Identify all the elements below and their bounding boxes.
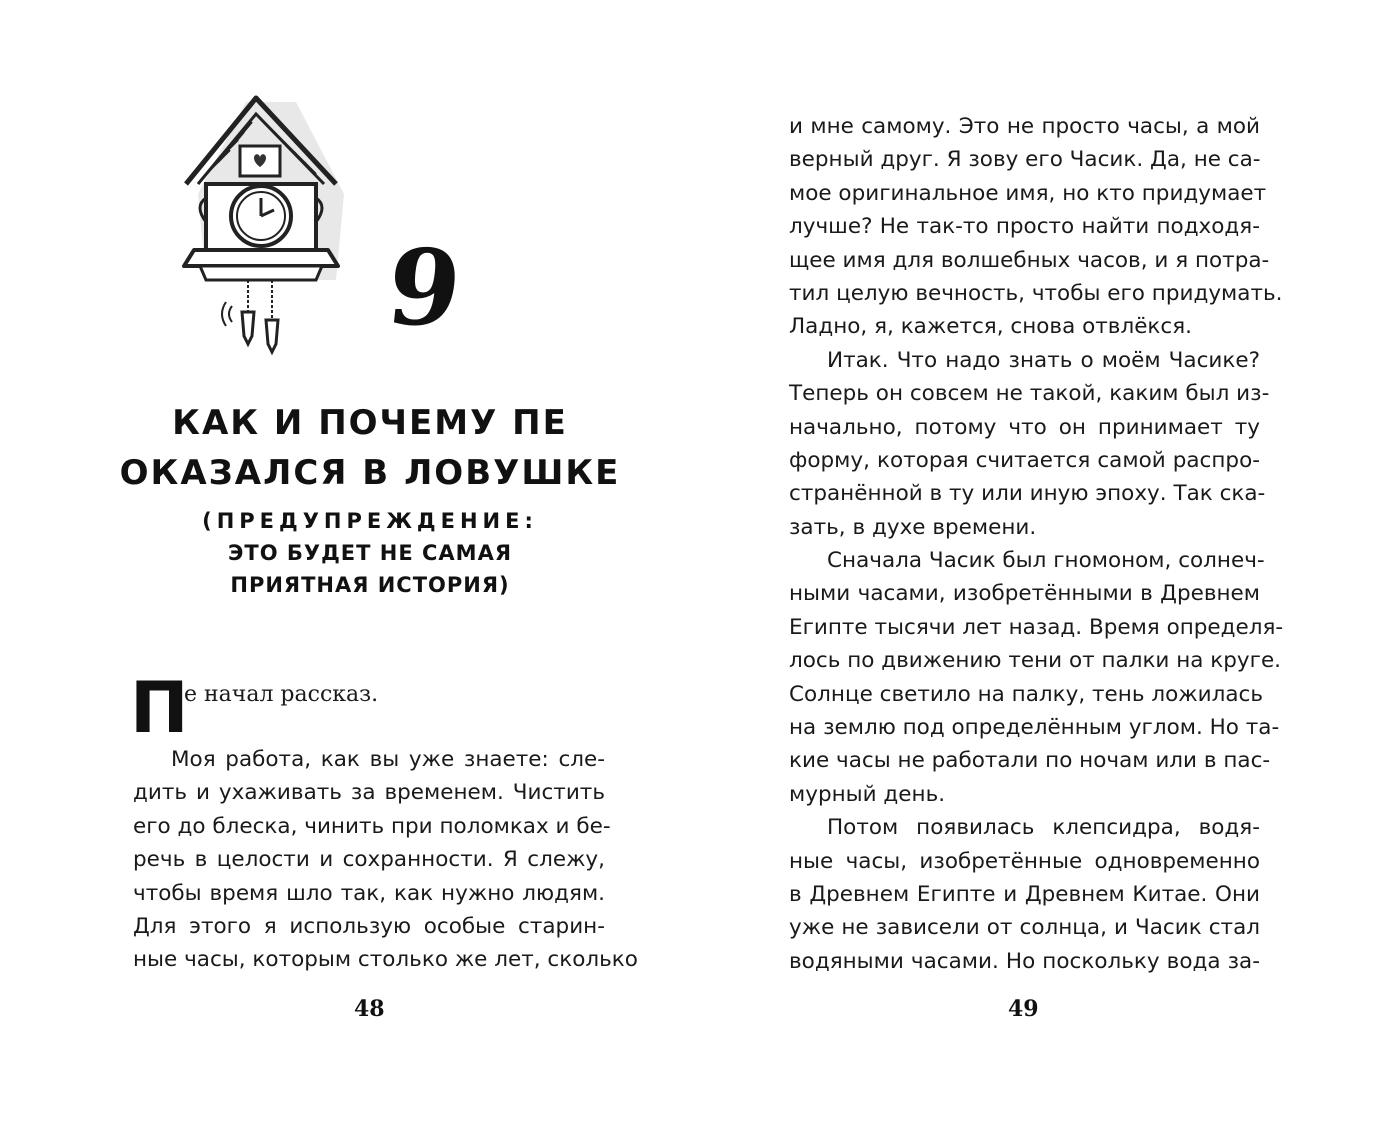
text-line: начально, потому что он принимает ту <box>789 414 1260 440</box>
chapter-subtitle-line: ПРИЯТНАЯ ИСТОРИЯ) <box>230 573 510 597</box>
page-number-right: 49 <box>1008 996 1039 1022</box>
chapter-title-line: ОКАЗАЛСЯ В ЛОВУШКЕ <box>119 453 621 493</box>
text-line: Итак. Что надо знать о моём Часике? <box>827 347 1260 373</box>
text-line: Солнце светило на палку, тень ложилась <box>789 681 1263 707</box>
text-line: Для этого я использую особые старин- <box>133 913 605 939</box>
chapter-title-line: КАК И ПОЧЕМУ ПЕ <box>172 403 568 443</box>
chapter-subtitle-line: ЭТО БУДЕТ НЕ САМАЯ <box>228 541 512 565</box>
chapter-number: 9 <box>381 226 467 349</box>
text-line: и мне самому. Это не просто часы, а мой <box>789 114 1260 139</box>
page-number-left: 48 <box>354 996 385 1022</box>
text-line: мурный день. <box>789 781 946 807</box>
text-line: ными часами, изобретёнными в Древнем <box>789 581 1260 607</box>
text-line: Моя работа, как вы уже знаете: сле- <box>171 747 605 772</box>
text-line: уже не зависели от солнца, и Часик стал <box>789 915 1260 941</box>
text-line: Египте тысячи лет назад. Время определя- <box>789 614 1284 640</box>
first-line: е начал рассказ. <box>184 682 379 707</box>
text-line: лучше? Не так-то просто найти подходя- <box>789 214 1260 240</box>
text-line: чтобы время шло так, как нужно людям. <box>133 880 605 906</box>
text-line: Ладно, я, кажется, снова отвлёкся. <box>789 314 1192 340</box>
text-line: странённой в ту или иную эпоху. Так ска- <box>789 481 1266 507</box>
text-line: его до блеска, чинить при поломках и бе- <box>133 813 611 839</box>
text-line: в Древнем Египте и Древнем Китае. Они <box>789 881 1260 907</box>
text-line: тил целую вечность, чтобы его придумать. <box>789 280 1283 306</box>
drop-cap: П <box>130 667 189 749</box>
text-line: ные часы, которым столько же лет, сколько <box>133 947 638 973</box>
chapter-subtitle-line: (ПРЕДУПРЕЖДЕНИЕ: <box>202 509 538 533</box>
text-line: дить и ухаживать за временем. Чистить <box>133 780 605 806</box>
text-line: зать, в духе времени. <box>789 514 1037 540</box>
text-line: лось по движению тени от палки на круге. <box>789 648 1282 674</box>
text-line: ные часы, изобретённые одновременно <box>789 848 1260 874</box>
text-line: верный друг. Я зову его Часик. Да, не са- <box>789 147 1261 173</box>
text-line: мое оригинальное имя, но кто придумает <box>789 180 1267 206</box>
text-line: щее имя для волшебных часов, и я потра- <box>789 247 1270 273</box>
text-line: водяными часами. Но поскольку вода за- <box>789 948 1260 974</box>
text-line: кие часы не работали по ночам или в пас- <box>789 748 1271 774</box>
text-line: Теперь он совсем не такой, каким был из- <box>789 381 1270 407</box>
text-line: форму, которая считается самой распро- <box>789 447 1260 473</box>
text-line: на землю под определённым углом. Но та- <box>789 715 1280 741</box>
right-body-text <box>789 110 1284 978</box>
text-line: речь в целости и сохранности. Я слежу, <box>133 847 605 873</box>
text-line: Сначала Часик был гномоном, солнеч- <box>827 548 1265 574</box>
text-line: Потом появилась клепсидра, водя- <box>827 815 1260 841</box>
